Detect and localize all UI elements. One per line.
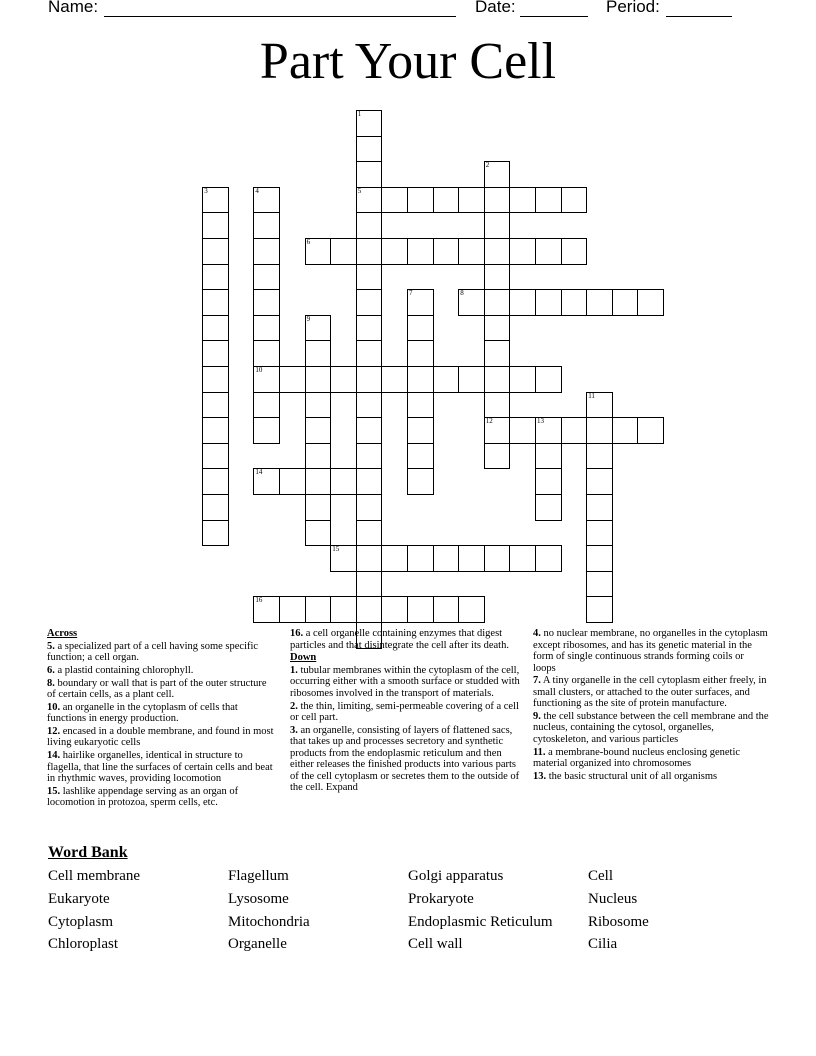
crossword-cell[interactable]: [356, 468, 383, 495]
crossword-cell[interactable]: [561, 289, 588, 316]
clue-down-2: 2. the thin, limiting, semi-permeable covering of a cell or cell part.: [290, 700, 519, 724]
crossword-cell[interactable]: [484, 443, 511, 470]
clue-down-3: 3. an organelle, consisting of layers of flattened sacs, that takes up and processes secretory and synthetic products from the endoplasmic reticulum and then either releases the finished products into various parts of the cell cytoplasm or secretes them to the outside of the cell. Expand: [290, 724, 520, 794]
crossword-cell[interactable]: [484, 366, 511, 393]
crossword-cell[interactable]: [535, 417, 562, 444]
crossword-cell[interactable]: [484, 264, 511, 291]
crossword-cell[interactable]: [586, 443, 613, 470]
period-label: Period:: [606, 0, 660, 16]
clue-down-7: 7. A tiny organelle in the cell cytoplasm either freely, in small clusters, or attached to the outer surfaces, and functioning as the site of protein manufacture.: [533, 675, 767, 710]
word-bank-item: Cell wall: [408, 936, 463, 952]
crossword-cell[interactable]: [586, 596, 613, 623]
crossword-cell[interactable]: [535, 468, 562, 495]
crossword-cell[interactable]: [586, 545, 613, 572]
clue-number: 3: [204, 186, 208, 195]
crossword-cell[interactable]: [305, 238, 332, 265]
clue-number: 12: [485, 417, 493, 426]
crossword-cell[interactable]: [202, 315, 229, 342]
crossword-cell[interactable]: [305, 340, 332, 367]
crossword-cell[interactable]: [535, 238, 562, 265]
clue-down-11: 11. a membrane-bound nucleus enclosing genetic material organized into chromosomes: [533, 746, 741, 770]
crossword-cell[interactable]: [484, 545, 511, 572]
crossword-cell[interactable]: [356, 289, 383, 316]
crossword-cell[interactable]: [330, 238, 357, 265]
crossword-cell[interactable]: [381, 596, 408, 623]
crossword-cell[interactable]: [279, 468, 306, 495]
clues-column-3: [533, 628, 769, 783]
crossword-cell[interactable]: [381, 238, 408, 265]
clue-number: 7: [409, 289, 413, 298]
clue-across-15: 15. lashlike appendage serving as an organ of locomotion in protozoa, sperm cells, etc.: [47, 785, 239, 809]
crossword-cell[interactable]: [202, 187, 229, 214]
crossword-cell[interactable]: [356, 596, 383, 623]
crossword-cell[interactable]: [279, 366, 306, 393]
crossword-cell[interactable]: [305, 520, 332, 547]
crossword-cell[interactable]: [561, 187, 588, 214]
crossword-cell[interactable]: [279, 596, 306, 623]
clue-number: 6: [306, 238, 311, 246]
crossword-cell[interactable]: [356, 315, 383, 342]
word-bank-item: Organelle: [228, 936, 287, 952]
crossword-cell[interactable]: [586, 392, 613, 419]
crossword-cell[interactable]: [356, 136, 383, 163]
crossword-cell[interactable]: [535, 494, 562, 521]
crossword-cell[interactable]: [356, 392, 383, 419]
crossword-cell[interactable]: [202, 494, 229, 521]
crossword-cell[interactable]: [586, 520, 613, 547]
crossword-cell[interactable]: [612, 289, 639, 316]
clue-number: 11: [588, 391, 595, 400]
crossword-cell[interactable]: [509, 187, 536, 214]
crossword-cell[interactable]: [330, 366, 357, 393]
crossword-cell[interactable]: [253, 366, 280, 393]
crossword-cell[interactable]: [484, 212, 511, 239]
down-heading: Down: [290, 652, 317, 664]
clue-number: 4: [255, 186, 259, 195]
crossword-cell[interactable]: [381, 545, 408, 572]
word-bank-item: Golgi apparatus: [408, 868, 504, 884]
clue-across-6: 6. a plastid containing chlorophyll.: [47, 664, 194, 676]
crossword-cell[interactable]: [356, 494, 383, 521]
crossword-cell[interactable]: [202, 289, 229, 316]
crossword-cell[interactable]: [535, 289, 562, 316]
crossword-cell[interactable]: [586, 571, 613, 598]
crossword-cell[interactable]: [509, 417, 536, 444]
crossword-cell[interactable]: [356, 443, 383, 470]
crossword-cell[interactable]: [433, 366, 460, 393]
crossword-cell[interactable]: [561, 238, 588, 265]
crossword-cell[interactable]: [356, 340, 383, 367]
crossword-cell[interactable]: [330, 596, 357, 623]
crossword-cell[interactable]: [586, 289, 613, 316]
crossword-cell[interactable]: [509, 545, 536, 572]
page-title: Part Your Cell: [259, 33, 557, 90]
crossword-cell[interactable]: [253, 392, 280, 419]
clue-number: 8: [460, 289, 464, 298]
clue-down-4: 4. no nuclear membrane, no organelles in the cytoplasm except ribosomes, and has its genetic material in the form of single continuous strands forming coils or loops: [533, 628, 768, 674]
word-bank-item: Nucleus: [588, 891, 638, 907]
crossword-cell[interactable]: [253, 212, 280, 239]
crossword-cell[interactable]: [356, 238, 383, 265]
crossword-cell[interactable]: [305, 468, 332, 495]
crossword-cell[interactable]: [253, 187, 280, 214]
clue-across-5: 5. a specialized part of a cell having some specific function; a cell organ.: [47, 640, 259, 664]
clue-number: 10: [255, 366, 263, 374]
crossword-cell[interactable]: [356, 187, 383, 214]
crossword-cell[interactable]: [407, 443, 434, 470]
word-bank-item: Cilia: [588, 936, 618, 952]
crossword-cell[interactable]: [407, 187, 434, 214]
crossword-cell[interactable]: [202, 417, 229, 444]
word-bank-item: Eukaryote: [48, 891, 110, 907]
clue-number: 15: [332, 545, 340, 554]
crossword-cell[interactable]: [433, 545, 460, 572]
across-heading: Across: [47, 628, 78, 639]
crossword-cell[interactable]: [433, 187, 460, 214]
clue-across-16: 16. a cell organelle containing enzymes that digest particles and that disintegrate the cell after its death.: [290, 628, 509, 651]
crossword-cell[interactable]: [253, 238, 280, 265]
clues-column-1: [47, 628, 275, 810]
clue-number: 2: [485, 161, 490, 170]
crossword-cell[interactable]: [484, 187, 511, 214]
clue-number: 5: [357, 186, 362, 195]
crossword-cell[interactable]: [407, 366, 434, 393]
crossword-cell[interactable]: [586, 417, 613, 444]
crossword-cell[interactable]: [407, 468, 434, 495]
clue-across-8: 8. boundary or wall that is part of the outer structure of certain cells, as a plant cell.: [47, 677, 267, 701]
crossword-cell[interactable]: [253, 417, 280, 444]
word-bank-item: Cytoplasm: [48, 914, 114, 930]
crossword-cell[interactable]: [535, 366, 562, 393]
crossword-cell[interactable]: [381, 187, 408, 214]
crossword-cell[interactable]: [305, 366, 332, 393]
crossword-cell[interactable]: [484, 289, 511, 316]
word-bank-item: Endoplasmic Reticulum: [408, 914, 553, 930]
crossword-cell[interactable]: [253, 340, 280, 367]
crossword-cell[interactable]: [484, 315, 511, 342]
date-label: Date:: [475, 0, 516, 16]
crossword-cell[interactable]: [407, 238, 434, 265]
word-bank-item: Ribosome: [588, 914, 649, 930]
clue-across-10: 10. an organelle in the cytoplasm of cells that functions in energy production.: [47, 701, 238, 725]
crossword-cell[interactable]: [407, 340, 434, 367]
crossword-cell[interactable]: [356, 264, 383, 291]
crossword-cell[interactable]: [356, 520, 383, 547]
crossword-cell[interactable]: [356, 366, 383, 393]
crossword-cell[interactable]: [407, 596, 434, 623]
crossword-cell[interactable]: [458, 545, 485, 572]
crossword-cell[interactable]: [330, 468, 357, 495]
crossword-cell[interactable]: [202, 392, 229, 419]
crossword-cell[interactable]: [202, 264, 229, 291]
crossword-cell[interactable]: [305, 417, 332, 444]
crossword-cell[interactable]: [484, 392, 511, 419]
crossword-cell[interactable]: [253, 468, 280, 495]
clue-down-1: 1. tubular membranes within the cytoplasm of the cell, occurring either with a smooth surface or studded with ribosomes involved in the transport of materials.: [290, 664, 520, 699]
crossword-cell[interactable]: [586, 494, 613, 521]
clue-number: 1: [357, 110, 362, 118]
word-bank-item: Prokaryote: [408, 891, 474, 907]
crossword-cell[interactable]: [253, 264, 280, 291]
crossword-cell[interactable]: [433, 596, 460, 623]
crossword-cell[interactable]: [305, 392, 332, 419]
clue-number: 9: [306, 314, 311, 323]
crossword-cell[interactable]: [637, 417, 664, 444]
word-bank-item: Chloroplast: [48, 936, 118, 952]
crossword-cell[interactable]: [433, 238, 460, 265]
crossword-cell[interactable]: [612, 417, 639, 444]
crossword-cell[interactable]: [637, 289, 664, 316]
clue-number: 14: [255, 468, 263, 477]
clue-number: 13: [537, 417, 544, 426]
crossword-cell[interactable]: [535, 545, 562, 572]
crossword-cell[interactable]: [458, 187, 485, 214]
crossword-cell[interactable]: [253, 289, 280, 316]
clue-down-9: 9. the cell substance between the cell membrane and the nucleus, containing the cytosol, organelles, cytoskeleton, and various particles: [533, 710, 769, 745]
clue-across-14: 14. hairlike organelles, identical in structure to flagella, that line the surfaces of certain cells and beat in rhythmic waves, providing locomotion: [47, 750, 273, 785]
crossword-cell[interactable]: [305, 443, 332, 470]
crossword-cell[interactable]: [509, 366, 536, 393]
crossword-cell[interactable]: [458, 596, 485, 623]
crossword-cell[interactable]: [202, 212, 229, 239]
crossword-cell[interactable]: [202, 468, 229, 495]
crossword-cell[interactable]: [561, 417, 588, 444]
word-bank-item: Lysosome: [228, 891, 289, 907]
crossword-cell[interactable]: [330, 545, 357, 572]
crossword-cell[interactable]: [356, 110, 383, 137]
clue-down-13: 13. the basic structural unit of all organisms: [533, 770, 718, 782]
crossword-cell[interactable]: [586, 468, 613, 495]
crossword-cell[interactable]: [407, 315, 434, 342]
clues-column-2: [290, 628, 522, 795]
crossword-cell[interactable]: [202, 340, 229, 367]
crossword-cell[interactable]: [484, 161, 511, 188]
clue-across-12: 12. encased in a double membrane, and found in most living eukaryotic cells: [47, 725, 274, 749]
crossword-cell[interactable]: [458, 289, 485, 316]
crossword-cell[interactable]: [305, 315, 332, 342]
crossword-cell[interactable]: [484, 417, 511, 444]
crossword-cell[interactable]: [202, 238, 229, 265]
crossword-cell[interactable]: [202, 366, 229, 393]
crossword-cell[interactable]: [356, 571, 383, 598]
crossword-cell[interactable]: [253, 596, 280, 623]
crossword-cell[interactable]: [509, 289, 536, 316]
crossword-cell[interactable]: [356, 212, 383, 239]
crossword-cell[interactable]: [356, 545, 383, 572]
crossword-cell[interactable]: [535, 187, 562, 214]
name-label: Name:: [48, 0, 99, 16]
word-bank-item: Mitochondria: [228, 914, 310, 930]
crossword-cell[interactable]: [407, 392, 434, 419]
crossword-cell[interactable]: [458, 238, 485, 265]
word-bank-title: Word Bank: [48, 844, 128, 861]
word-bank-item: Cell membrane: [48, 868, 141, 884]
crossword-cell[interactable]: [356, 417, 383, 444]
crossword-cell[interactable]: [458, 366, 485, 393]
word-bank-item: Flagellum: [228, 868, 289, 884]
crossword-cell[interactable]: [381, 366, 408, 393]
crossword-cell[interactable]: [202, 443, 229, 470]
crossword-cell[interactable]: [484, 238, 511, 265]
crossword-cell[interactable]: [202, 520, 229, 547]
crossword-cell[interactable]: [407, 545, 434, 572]
crossword-cell[interactable]: [407, 417, 434, 444]
crossword-cell[interactable]: [509, 238, 536, 265]
crossword-cell[interactable]: [305, 596, 332, 623]
crossword-cell[interactable]: [484, 340, 511, 367]
crossword-cell[interactable]: [535, 443, 562, 470]
crossword-cell[interactable]: [407, 289, 434, 316]
crossword-cell[interactable]: [253, 315, 280, 342]
crossword-cell[interactable]: [305, 494, 332, 521]
clue-number: 16: [255, 596, 263, 605]
crossword-cell[interactable]: [356, 161, 383, 188]
word-bank-item: Cell: [588, 868, 613, 884]
